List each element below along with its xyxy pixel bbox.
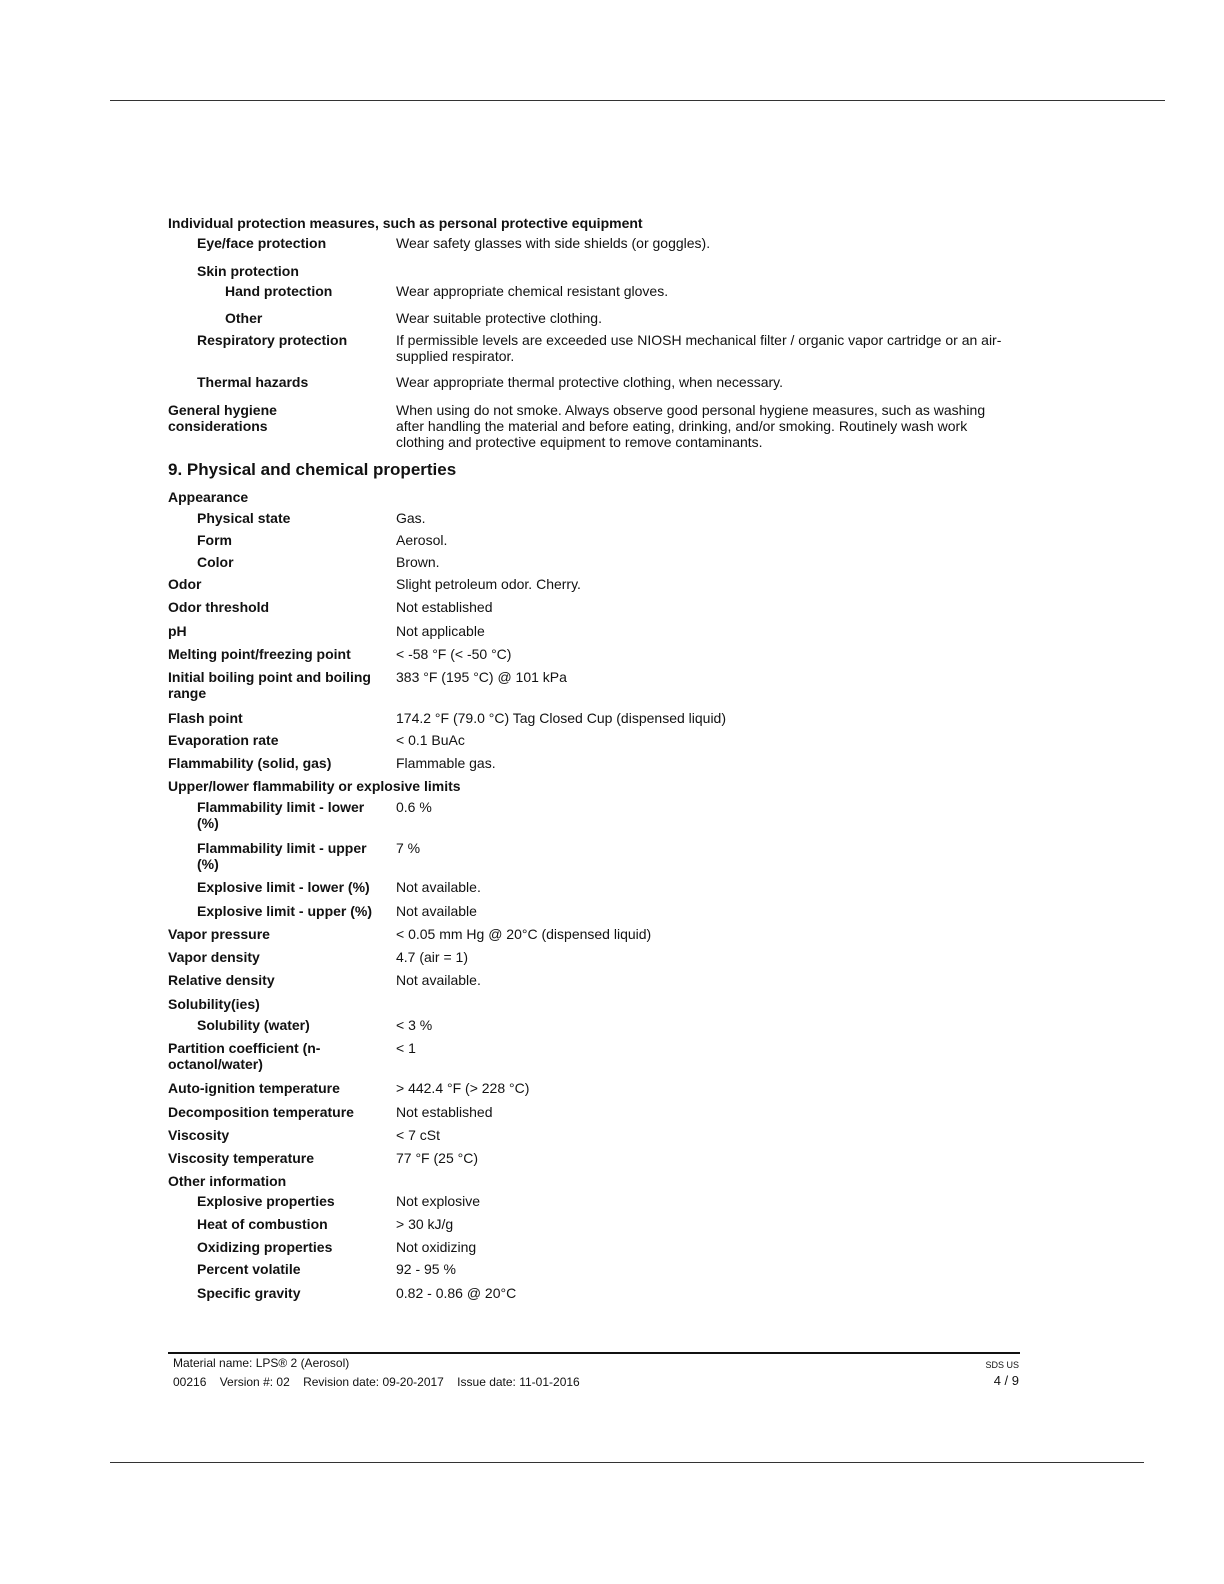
other-value: Wear suitable protective clothing. (396, 310, 602, 326)
vapor-density-value: 4.7 (air = 1) (396, 949, 468, 965)
visc-value: < 7 cSt (396, 1127, 440, 1143)
ex-lower-label: Explosive limit - lower (%) (197, 879, 370, 895)
solubility-heading: Solubility(ies) (168, 996, 260, 1012)
boiling-label: Initial boiling point and boiling range (168, 669, 371, 701)
explosive-props-value: Not explosive (396, 1193, 481, 1209)
oxid-value: Not oxidizing (396, 1239, 477, 1255)
partition-value: < 1 (396, 1040, 416, 1056)
visc-temp-label: Viscosity temperature (168, 1150, 315, 1166)
volatile-label: Percent volatile (197, 1261, 301, 1277)
ex-upper-value: Not available (396, 903, 477, 919)
melting-value: < -58 °F (< -50 °C) (396, 646, 512, 662)
footer-ids: 00216 Version #: 02 Revision date: 09-20-2017 Issue date: 11-01-2016 (173, 1375, 580, 1389)
ph-value: Not applicable (396, 623, 485, 639)
other-label: Other (225, 310, 263, 326)
vapor-pressure-value: < 0.05 mm Hg @ 20°C (dispensed liquid) (396, 926, 652, 942)
ex-upper-label: Explosive limit - upper (%) (197, 903, 373, 919)
sg-label: Specific gravity (197, 1285, 301, 1301)
melting-label: Melting point/freezing point (168, 646, 351, 662)
ex-lower-value: Not available. (396, 879, 481, 895)
oxid-label: Oxidizing properties (197, 1239, 333, 1255)
autoign-value: > 442.4 °F (> 228 °C) (396, 1080, 530, 1096)
explosive-props-label: Explosive properties (197, 1193, 335, 1209)
hand-value: Wear appropriate chemical resistant gloves. (396, 283, 669, 299)
flash-label: Flash point (168, 710, 243, 726)
sol-water-label: Solubility (water) (197, 1017, 310, 1033)
resp-label: Respiratory protection (197, 332, 348, 348)
partition-label: Partition coefficient (n-octanol/water) (168, 1040, 321, 1072)
form-value: Aerosol. (396, 532, 448, 548)
thermal-label: Thermal hazards (197, 374, 309, 390)
ppe-heading: Individual protection measures, such as personal protective equipment (168, 215, 643, 231)
resp-value: If permissible levels are exceeded use NIOSH mechanical filter / organic vapor cartridge or an air-supplied respirator. (396, 332, 1002, 364)
color-value: Brown. (396, 554, 440, 570)
visc-temp-value: 77 °F (25 °C) (396, 1150, 478, 1166)
autoign-label: Auto-ignition temperature (168, 1080, 340, 1096)
fl-upper-value: 7 % (396, 840, 421, 856)
heat-label: Heat of combustion (197, 1216, 328, 1232)
physical-state-label: Physical state (197, 510, 291, 526)
hygiene-label: General hygiene considerations (168, 402, 277, 434)
eye-label: Eye/face protection (197, 235, 327, 251)
odor-label: Odor (168, 576, 202, 592)
fl-upper-label: Flammability limit - upper (%) (197, 840, 367, 872)
fl-lower-value: 0.6 % (396, 799, 432, 815)
other-info-heading: Other information (168, 1173, 287, 1189)
evap-label: Evaporation rate (168, 732, 279, 748)
decomp-label: Decomposition temperature (168, 1104, 354, 1120)
skin-label: Skin protection (197, 263, 299, 279)
limits-heading: Upper/lower flammability or explosive limits (168, 778, 461, 794)
ph-label: pH (168, 623, 187, 639)
sol-water-value: < 3 % (396, 1017, 433, 1033)
eye-value: Wear safety glasses with side shields (or goggles). (396, 235, 711, 251)
flamm-value: Flammable gas. (396, 755, 496, 771)
appearance-heading: Appearance (168, 489, 249, 505)
footer-page-number: 4 / 9 (993, 1373, 1019, 1388)
thermal-value: Wear appropriate thermal protective clothing, when necessary. (396, 374, 784, 390)
rel-density-value: Not available. (396, 972, 481, 988)
flamm-label: Flammability (solid, gas) (168, 755, 332, 771)
heat-value: > 30 kJ/g (396, 1216, 454, 1232)
evap-value: < 0.1 BuAc (396, 732, 465, 748)
vapor-density-label: Vapor density (168, 949, 260, 965)
hygiene-value: When using do not smoke. Always observe good personal hygiene measures, such as washing after handling the material and before eating, drinking, and/or smoking. Routinely wash work clothing and protective equipment to remove contaminants. (396, 402, 986, 450)
odor-threshold-value: Not established (396, 599, 493, 615)
footer-material: Material name: LPS® 2 (Aerosol) (173, 1356, 350, 1370)
odor-threshold-label: Odor threshold (168, 599, 270, 615)
fl-lower-label: Flammability limit - lower (%) (197, 799, 365, 831)
flash-value: 174.2 °F (79.0 °C) Tag Closed Cup (dispensed liquid) (396, 710, 727, 726)
color-label: Color (197, 554, 234, 570)
footer-sds: SDS US (985, 1360, 1019, 1370)
hand-label: Hand protection (225, 283, 333, 299)
form-label: Form (197, 532, 232, 548)
volatile-value: 92 - 95 % (396, 1261, 456, 1277)
top-rule (110, 100, 1165, 101)
odor-value: Slight petroleum odor. Cherry. (396, 576, 581, 592)
rel-density-label: Relative density (168, 972, 275, 988)
section-9-title: 9. Physical and chemical properties (168, 460, 457, 479)
boiling-value: 383 °F (195 °C) @ 101 kPa (396, 669, 567, 685)
footer-rule (168, 1352, 1020, 1354)
physical-state-value: Gas. (396, 510, 426, 526)
vapor-pressure-label: Vapor pressure (168, 926, 270, 942)
visc-label: Viscosity (168, 1127, 230, 1143)
decomp-value: Not established (396, 1104, 493, 1120)
sg-value: 0.82 - 0.86 @ 20°C (396, 1285, 517, 1301)
bottom-rule (110, 1462, 1144, 1463)
